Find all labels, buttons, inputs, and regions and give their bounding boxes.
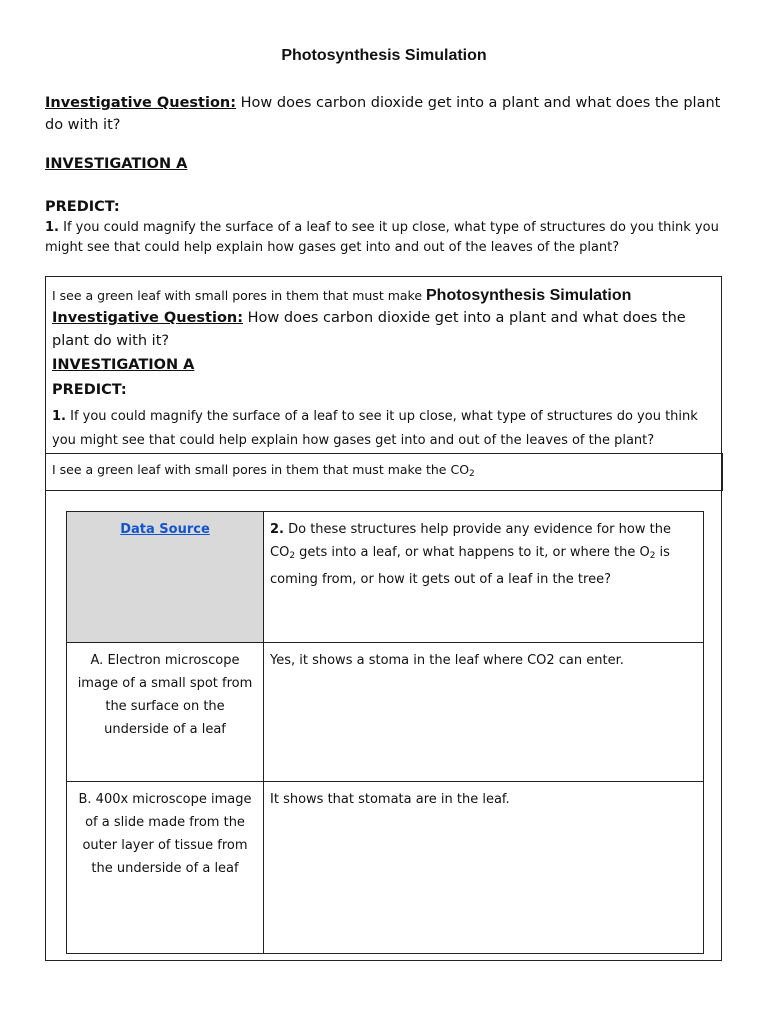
pasted-investigative-question [52,307,712,353]
table-row [67,782,704,954]
pasted-investigation-heading: INVESTIGATION A [52,357,195,373]
predict-label: PREDICT: [45,199,120,215]
question-1-text: If you could magnify the surface of a leaf to see it up close, what type of structures do you think you might see that could help explain how gases get into and out of the leaves of the plant? [45,220,719,255]
data-table [66,511,704,954]
investigative-question-label: Investigative Question: [45,95,237,111]
data-source-link[interactable]: Data Source [120,522,210,537]
pasted-question-1 [52,405,712,453]
question-2-text-3: is coming from, or how it gets out of a leaf in the tree? [270,545,670,587]
investigative-question-text: How does carbon dioxide get into a plant and what does the plant do with it? [45,95,721,133]
answer-1-subscript: 2 [469,469,475,479]
page-title: Photosynthesis Simulation [281,47,487,64]
question-1-number: 1. [45,220,59,235]
data-source-b: B. 400x microscope image of a slide made from the outer layer of tissue from the underside of a leaf [67,782,264,954]
question-2-sub-2: 2 [649,551,656,561]
question-2-text-1: Do these structures help provide any evidence for how the CO [270,522,671,560]
investigative-question [45,92,725,136]
response-area[interactable] [45,276,722,961]
answer-prefix-line[interactable] [52,285,712,307]
table-row [67,643,704,782]
table-header-row [67,512,704,643]
pasted-iq-text: How does carbon dioxide get into a plant and what does the plant do with it? [52,310,686,349]
pasted-iq-label: Investigative Question: [52,310,244,326]
question-2-sub-1: 2 [289,551,296,561]
pasted-predict-label: PREDICT: [52,382,127,398]
investigation-heading: INVESTIGATION A [45,156,188,172]
answer-1-box[interactable] [45,453,723,491]
question-2-header [264,512,704,643]
answer-a[interactable]: Yes, it shows a stoma in the leaf where CO2 can enter. [264,643,704,782]
pasted-title: Photosynthesis Simulation [426,287,632,304]
data-source-header [67,512,264,643]
pasted-question-1-number: 1. [52,409,66,424]
answer-1-text: I see a green leaf with small pores in them that must make the CO [52,462,470,477]
question-1 [45,218,725,258]
question-2-text-2: gets into a leaf, or what happens to it, or where the O [295,545,650,560]
data-source-a: A. Electron microscope image of a small spot from the surface on the underside of a leaf [67,643,264,782]
question-2-number: 2. [270,522,284,537]
pasted-question-1-text: If you could magnify the surface of a leaf to see it up close, what type of structures do you think you might see that could help explain how gases get into and out of the leaves of the plant? [52,409,698,448]
answer-b[interactable]: It shows that stomata are in the leaf. [264,782,704,954]
answer-prefix: I see a green leaf with small pores in them that must make [52,288,426,303]
